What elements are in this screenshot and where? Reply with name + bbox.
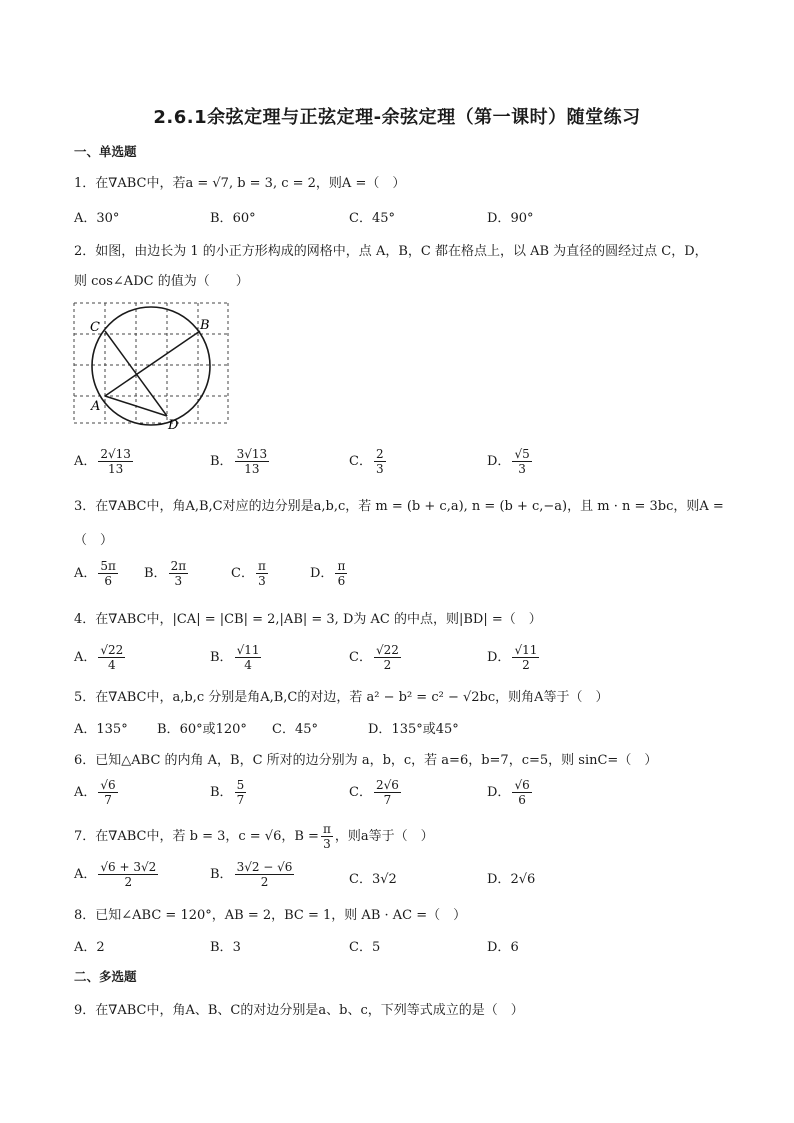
circle xyxy=(92,307,210,425)
q3-option-c[interactable]: C． $\frac{\pi}{3}$ xyxy=(231,559,266,588)
label-a: A xyxy=(91,399,101,414)
q2-option-c[interactable]: C． $\frac{2}{3}$ xyxy=(349,447,384,476)
grid-circle-figure xyxy=(72,298,232,433)
question-6-stem: 6．已知△ABC 的内角 A，B，C 所对的边分别为 a，b，c，若 a=6，b=7，c=5，则 sinC=（ ） xyxy=(74,753,658,768)
q2-option-d[interactable]: D． $\frac{√5}{3}$ xyxy=(487,447,530,476)
question-3-stem-line2: （ ） xyxy=(74,533,114,548)
q5-option-a[interactable]: A．135° xyxy=(74,722,128,737)
q3-option-d[interactable]: D． $\frac{\pi}{6}$ xyxy=(310,559,346,588)
q8-option-d[interactable]: D．6 xyxy=(487,940,519,955)
question-2-stem-line2: 则 cos∠ADC 的值为（ ） xyxy=(74,274,249,289)
q7-option-b[interactable]: B． $\frac{3√2 - √6}{2}$ xyxy=(210,860,293,889)
q4-option-d[interactable]: D． $\frac{√11}{2}$ xyxy=(487,643,538,672)
segments xyxy=(105,331,200,416)
q7-option-c[interactable]: C．3√2 xyxy=(349,872,397,887)
q4-option-a[interactable]: A． $\frac{√22}{4}$ xyxy=(74,643,124,672)
q1-option-a[interactable]: A．30° xyxy=(74,211,120,226)
q4-option-c[interactable]: C． $\frac{√22}{2}$ xyxy=(349,643,399,672)
q2-option-a[interactable]: A． $\frac{2√13}{13}$ xyxy=(74,447,131,476)
question-8-stem: 8．已知∠ABC = 120°，AB = 2，BC = 1，则 AB · AC =（ ） xyxy=(74,908,467,923)
q2-option-b[interactable]: B． $\frac{3√13}{13}$ xyxy=(210,447,268,476)
label-c: C xyxy=(90,320,100,335)
q6-option-c[interactable]: C． $\frac{2√6}{7}$ xyxy=(349,778,399,807)
q8-option-a[interactable]: A．2 xyxy=(74,940,105,955)
q7-option-a[interactable]: A． $\frac{√6 + 3√2}{2}$ xyxy=(74,860,157,889)
q8-option-c[interactable]: C．5 xyxy=(349,940,381,955)
q6-option-a[interactable]: A． $\frac{√6}{7}$ xyxy=(74,778,116,807)
q5-option-b[interactable]: B．60°或120° xyxy=(157,722,247,737)
q5-option-c[interactable]: C．45° xyxy=(272,722,318,737)
q3-option-a[interactable]: A． $\frac{5\pi}{6}$ xyxy=(74,559,116,588)
question-9-stem: 9．在∇ABC中，角A、B、C的对边分别是a、b、c，下列等式成立的是（ ） xyxy=(74,1003,524,1018)
label-d: D xyxy=(168,418,179,433)
section-heading-single-choice: 一、单选题 xyxy=(74,144,137,159)
section-heading-multiple-choice: 二、多选题 xyxy=(74,969,137,984)
q7-option-d[interactable]: D．2√6 xyxy=(487,872,536,887)
question-2-stem-line1: 2．如图，由边长为 1 的小正方形构成的网格中，点 A，B，C 都在格点上，以 AB 为直径的圆经过点 C，D， xyxy=(74,244,708,259)
q1-option-d[interactable]: D．90° xyxy=(487,211,534,226)
q8-option-b[interactable]: B．3 xyxy=(210,940,241,955)
q1-option-b[interactable]: B．60° xyxy=(210,211,256,226)
label-b: B xyxy=(200,318,210,333)
q1-option-c[interactable]: C．45° xyxy=(349,211,395,226)
question-7-stem: 7．在∇ABC中，若 b = 3，c = √6，B = $\frac{\pi}{3}$ ，则a等于（ ） xyxy=(74,822,434,851)
q6-option-b[interactable]: B． $\frac{5}{7}$ xyxy=(210,778,245,807)
page-title: 2.6.1余弦定理与正弦定理-余弦定理（第一课时）随堂练习 xyxy=(153,107,641,128)
q4-option-b[interactable]: B． $\frac{√11}{4}$ xyxy=(210,643,260,672)
question-4-stem: 4．在∇ABC中，|CA| = |CB| = 2,|AB| = 3, D为 AC 的中点，则|BD| =（ ） xyxy=(74,612,542,627)
question-1-stem: 1．在∇ABC中，若a = √7, b = 3, c = 2，则A =（ ） xyxy=(74,176,406,191)
q5-option-d[interactable]: D．135°或45° xyxy=(368,722,459,737)
q3-option-b[interactable]: B． $\frac{2\pi}{3}$ xyxy=(144,559,187,588)
question-5-stem: 5．在∇ABC中，a,b,c 分别是角A,B,C的对边，若 a² − b² = c² − √2bc，则角A等于（ ） xyxy=(74,690,609,705)
question-3-stem-line1: 3．在∇ABC中，角A,B,C对应的边分别是a,b,c，若 m = (b + c,a), n = (b + c,−a)，且 m · n = 3bc，则A = xyxy=(74,499,724,514)
q6-option-d[interactable]: D． $\frac{√6}{6}$ xyxy=(487,778,530,807)
